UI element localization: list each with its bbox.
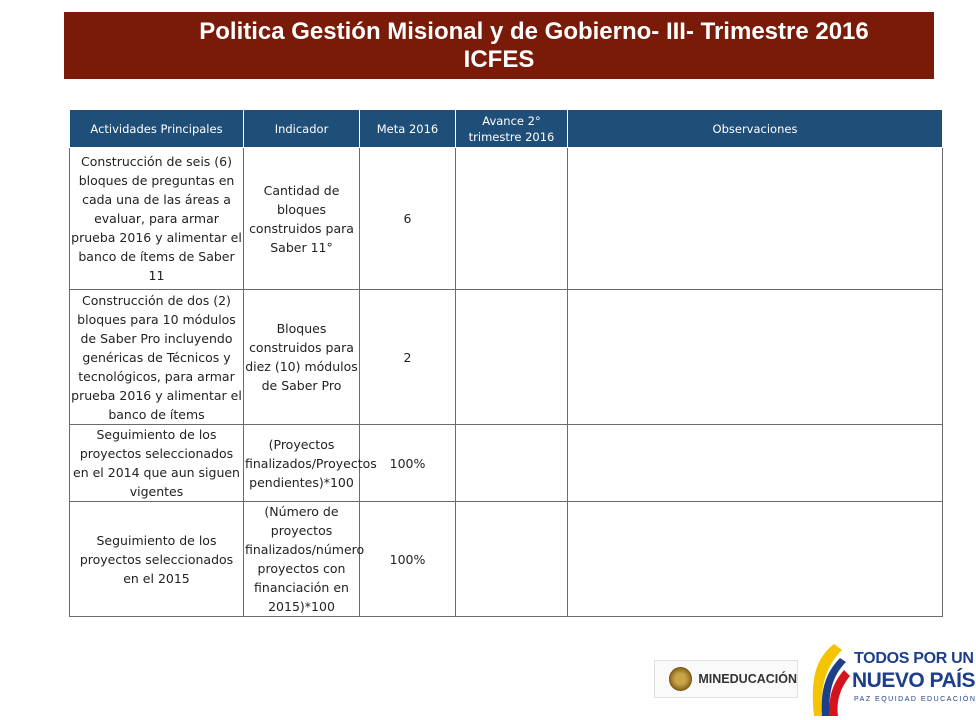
todos-por-un-nuevo-pais-logo [804,640,976,720]
table-row [70,502,943,617]
cell-observaciones [568,148,943,290]
col-header-indicador: Indicador [244,110,360,148]
cell-indicador: (Proyectos finalizados/Proyectos pendientes)*100 [244,425,360,502]
table-row [70,425,943,502]
table-header-row [70,110,943,148]
activities-table [69,109,943,617]
col-header-meta: Meta 2016 [360,110,456,148]
footer-logos [654,640,976,720]
slogan-line1: TODOS POR UN [854,650,974,667]
cell-indicador: (Número de proyectos finalizados/número proyectos con financiación en 2015)*100 [244,502,360,617]
cell-actividad: Seguimiento de los proyectos seleccionados en el 2014 que aun siguen vigentes [70,425,244,502]
mineducacion-logo [654,660,798,698]
cell-observaciones [568,502,943,617]
slogan-line2: NUEVO PAÍS [852,669,975,692]
cell-indicador: Bloques construidos para diez (10) módulos de Saber Pro [244,290,360,425]
col-header-avance: Avance 2° trimestre 2016 [456,110,568,148]
cell-actividad: Construcción de dos (2) bloques para 10 módulos de Saber Pro incluyendo genéricas de Técnicos y tecnológicos, para armar prueba 2016 y alimentar el banco de ítems [70,290,244,425]
cell-avance [456,148,568,290]
cell-avance [456,502,568,617]
page-subtitle: ICFES [463,46,535,73]
page-title: Politica Gestión Misional y de Gobierno- III- Trimestre 2016 [199,18,869,45]
flag-swoosh-icon [804,640,854,720]
cell-meta: 100% [360,502,456,617]
cell-observaciones [568,425,943,502]
cell-indicador: Cantidad de bloques construidos para Saber 11° [244,148,360,290]
cell-meta: 2 [360,290,456,425]
coat-of-arms-icon [669,667,692,691]
cell-meta: 6 [360,148,456,290]
title-banner [64,12,934,79]
slogan-line3: PAZ EQUIDAD EDUCACIÓN [854,696,976,703]
mineducacion-label: MINEDUCACIÓN [698,672,797,686]
col-header-observaciones: Observaciones [568,110,943,148]
cell-avance [456,425,568,502]
cell-meta: 100% [360,425,456,502]
col-header-actividades: Actividades Principales [70,110,244,148]
cell-actividad: Seguimiento de los proyectos seleccionados en el 2015 [70,502,244,617]
table-row [70,290,943,425]
cell-avance [456,290,568,425]
table-row [70,148,943,290]
cell-actividad: Construcción de seis (6) bloques de preguntas en cada una de las áreas a evaluar, para armar prueba 2016 y alimentar el banco de ítems de Saber 11 [70,148,244,290]
cell-observaciones [568,290,943,425]
